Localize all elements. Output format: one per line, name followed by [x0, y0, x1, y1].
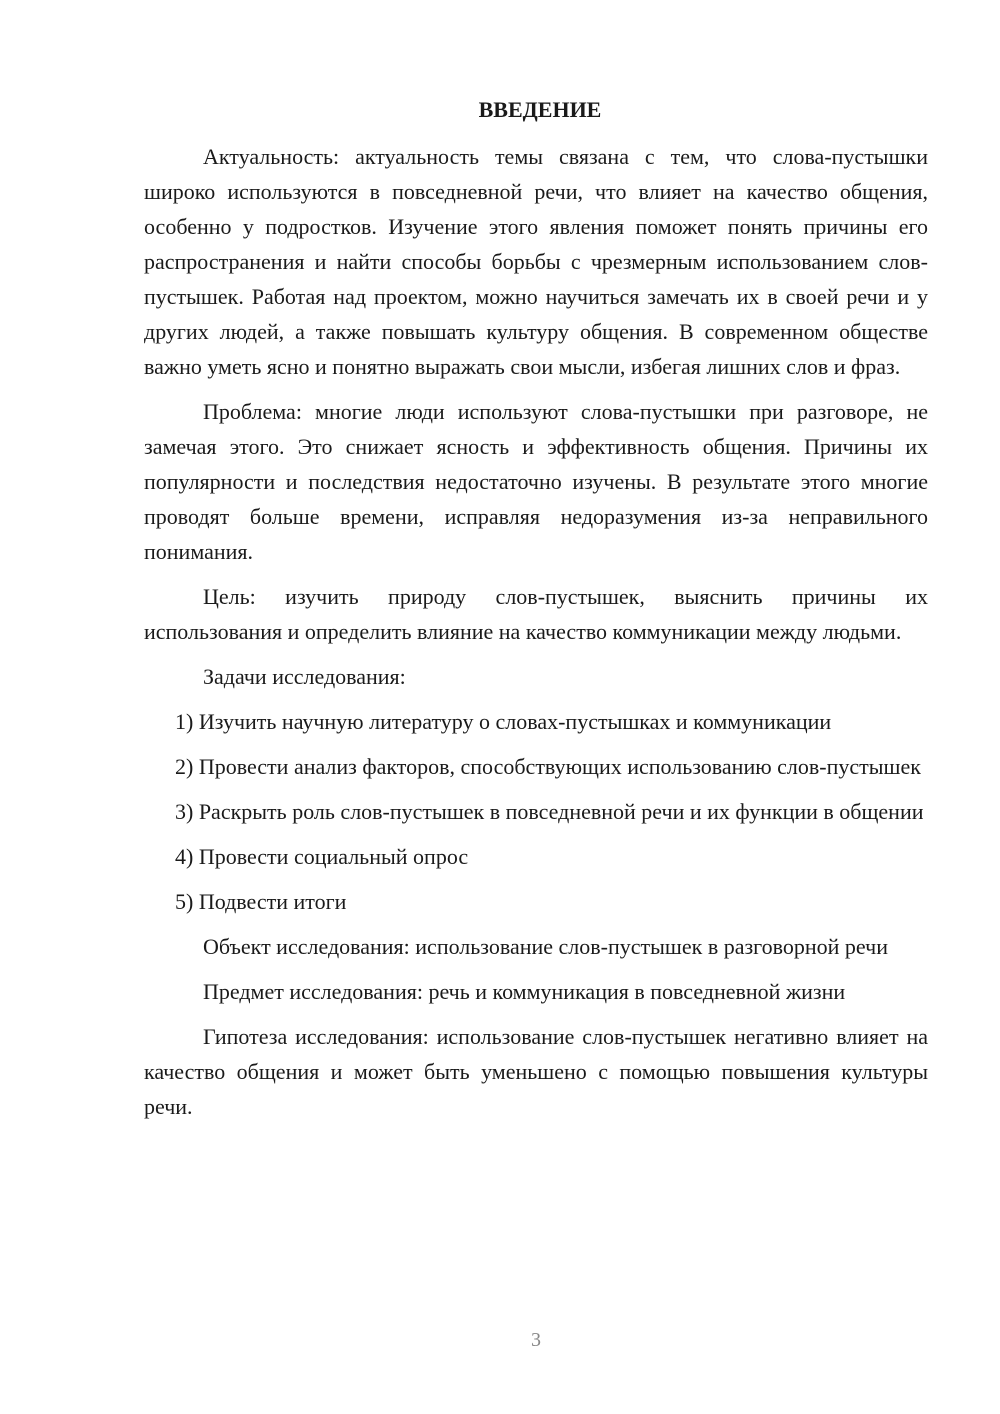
document-title: ВВЕДЕНИЕ — [478, 97, 602, 122]
task-item-5: 5) Подвести итоги — [175, 889, 347, 914]
object-paragraph: Объект исследования: использование слов-пустышек в разговорной речи — [203, 934, 888, 959]
page-number: 3 — [531, 1329, 541, 1351]
document-page — [144, 92, 928, 1134]
task-item-4: 4) Провести социальный опрос — [175, 844, 469, 869]
task-item-2: 2) Провести анализ факторов, способствующих использованию слов-пустышек — [175, 754, 921, 779]
relevance-paragraph: Актуальность: актуальность темы связана с тем, что слова-пустышки широко используются в повседневной речи, что влияет на качество общения, особенно у подростков. Изучение этого явления поможет понять причины его распространения и найти способы борьбы с чрезмерным использованием слов-пустышек. Работая над проектом, можно научиться замечать их в своей речи и у других людей, а также повышать культуру общения. В современном обществе важно уметь ясно и понятно выражать свои мысли, избегая лишних слов и фраз. — [144, 144, 928, 379]
goal-paragraph: Цель: изучить природу слов-пустышек, выяснить причины их использования и определить влияние на качество коммуникации между людьми. — [144, 584, 928, 644]
task-item-1: 1) Изучить научную литературу о словах-пустышках и коммуникации — [175, 709, 832, 734]
tasks-heading: Задачи исследования: — [203, 664, 406, 689]
task-item-3: 3) Раскрыть роль слов-пустышек в повседневной речи и их функции в общении — [175, 799, 924, 824]
subject-paragraph: Предмет исследования: речь и коммуникация в повседневной жизни — [203, 979, 846, 1004]
hypothesis-paragraph: Гипотеза исследования: использование слов-пустышек негативно влияет на качество общения и может быть уменьшено с помощью повышения культуры речи. — [144, 1024, 928, 1119]
problem-paragraph: Проблема: многие люди используют слова-пустышки при разговоре, не замечая этого. Это снижает ясность и эффективность общения. Причины их популярности и последствия недостаточно изучены. В результате этого многие проводят больше времени, исправляя недоразумения из-за неправильного понимания. — [144, 399, 928, 564]
